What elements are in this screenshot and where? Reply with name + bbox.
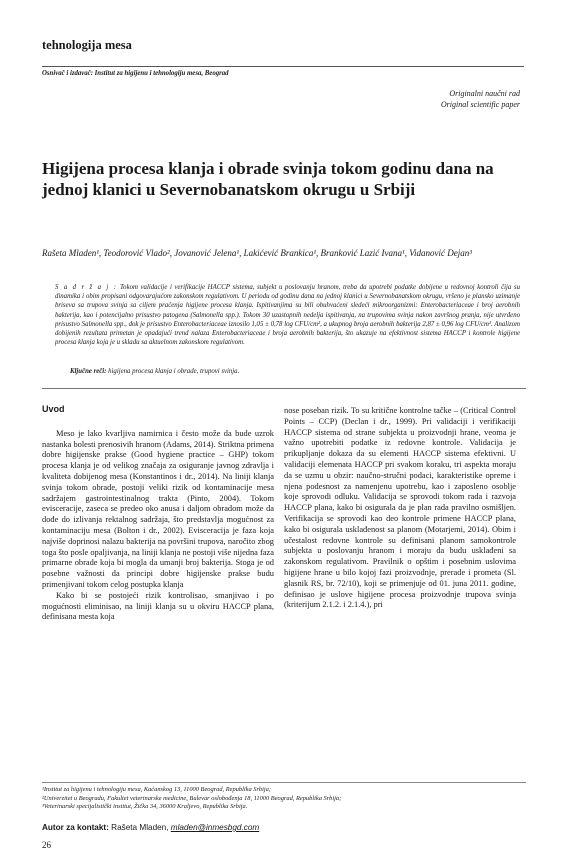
body-column-left	[42, 404, 274, 623]
abstract-rule	[42, 388, 526, 389]
contact-author	[42, 823, 259, 832]
abstract-label: S a d r ž a j :	[55, 284, 118, 291]
paper-type-english: Original scientific paper	[440, 100, 520, 109]
paper-title: Higijena procesa klanja i obrade svinja tokom godinu dana na jednoj klanici u Severnobanatskom okrugu u Srbiji	[42, 159, 494, 199]
paper-type-local: Originalni naučni rad	[449, 89, 520, 98]
keywords-text: higijena procesa klanja i obrade, trupovi svinja.	[108, 368, 240, 375]
contact-email-link[interactable]: mladen@inmesbgd.com	[170, 823, 260, 832]
contact-label: Autor za kontakt:	[42, 823, 109, 832]
journal-name: tehnologija mesa	[42, 38, 132, 52]
publisher-line: Osnivač i izdavač: Institut za higijenu i tehnologiju mesa, Beograd	[42, 70, 229, 77]
page-number: 26	[42, 840, 51, 850]
footnote: ³Veterinarski specijalistički institut, Žička 34, 36000 Kraljevo, Republika Srbija.	[42, 803, 248, 811]
paragraph: nose poseban rizik. To su kritične kontrolne tačke – (Critical Control Points – CCP) (Declan i dr., 1999). Pri validaciji i verifikaciji HACCP sistema od strane subjekta u proizvodnji hrane, veoma je važno upotrebiti podatke iz redovne kontrole. Validacija je prikupljanje dokaza da su elementi HACCP sistema efektivni. U validaciji elemenata HACCP pri svakom koraku, tri aspekta moraju da se uzmu u obzir: naučno-stručni podaci, karakteristike opreme i njena podesnost za namenjenu upotrebu, kao i zaposleno osoblje koje sprovodi odluku. Validacija se sprovodi tokom rada i razvoja HACCP plana, kako bi osigurala da je plan rada pravilno osmišljen. Verifikacija se sprovodi kao deo kontrole primene HACCP plana, kako bi osigurala usklađenost sa planom (Motarjemi, 2014). Obim i učestalost redovne kontrole su definisani planom samokontrole subjekta u poslovanju hranom i moraju da budu usklađeni sa zakonskom regulativom. Pravilnik o opštim i posebnim uslovima higijene hrane u bilo kojoj fazi proizvodnje, prerade i prometa (Sl. glasnik RS, br. 72/10), koji se primenjuje od 01. juna 2011. godine, definisao je uslove higijene procesa proizvodnje trupova svinja (kriterijum 2.1.2. i 2.1.4.), pri	[284, 406, 516, 610]
section-heading: Uvod	[42, 404, 65, 414]
keywords-label: Ključne reči:	[70, 368, 107, 375]
footnote: ²Univerzitet u Beogradu, Fakultet veterinarske medicine, Bulevar oslobođenja 18, 11000 Beograd, Republika Srbija;	[42, 794, 342, 802]
paragraph: Meso je lako kvarljiva namirnica i često može da bude uzrok nastanka bolesti prenosivih hranom (Adams, 2014). Striktna primena dobre higijenske prakse (Good hygiene practice – GHP) tokom procesa klanja je od velikog značaja za osiguranje javnog zdravlja i kvaliteta dobijenog mesa (Konstantinos i dr., 2014). Na liniji klanja svinja tokom obrade, postoji veliki rizik od kontaminacije mesa sadržajem gastrointestinalnog trakta (Pinto, 2004). Tokom evisceracije, zaseca se predeo oko anusa i daljom obradom može da dođe do izlivanja rektalnog sadržaja, što predstavlja mogućnost za kontaminaciju mesa (Bolton i dr., 2002). Evisceracija je faza koja najviše doprinosi nalazu bakterija na površini trupova, naročito zbog toga što posle opaljivanja, na liniji klanja ne postoji više nijedna faza primarne obrade koja bi mogla da umanji broj bakterija. Stoga je od posebne važnosti da principi dobre higijenske prakse budu primenjivani tokom celog postupka klanja	[42, 428, 274, 589]
paper-type	[441, 88, 520, 110]
affiliation-footnotes	[42, 786, 341, 812]
abstract	[55, 283, 520, 347]
body-column-right	[284, 406, 516, 611]
abstract-text: Tokom validacije i verifikacije HACCP sistema, subjekt u poslovanju hranom, treba da upotrebi podatke dobijene u redovnoj kontroli čija su dinamika i obim propisani odgovarajućom zakonskom regulativom. U periodu od godinu dana na jednoj klanici u Severnobanatskom okrugu, vršeno je plansko uzimanje briseva sa trupova svinja sa ciljem praćenja higijene procesa klanja. Ispitivanjima su bili obuhvaćeni sledeći mikroorganizmi: Enterobacteriaceae i broj aerobnih bakterija, kao i potencijalno prisustvo patogena (Salmonella spp.). Tokom 30 uzastopnih nedelja ispitivanja, na trupovima svinja nakon završnog pranja, nije utvrđeno prisustvo Salmonella spp., dok je prisustvo Enterobacteriaceae iznosilo 1,05 ± 0,78 log CFU/cm², a ukupnog broja aerobnih bakterija 2,87 ± 0,96 log CFU/cm². Analizom dobijenih rezultata primetan je opadajući trend nalaza Enterobacteriaceae i broja aerobnih bakterija, što ukazuje na efektivnost sistema HACCP i kontrole higijene procesa klanja koja je u skladu sa aktuelnom zakonskom regulativom.	[55, 284, 520, 347]
keywords	[70, 367, 239, 376]
paragraph: Kako bi se postojeći rizik kontrolisao, smanjivao i po mogućnosti eliminisao, na liniji klanja su u okviru HACCP plana, definisana mesta koja	[42, 590, 274, 622]
footnote: ¹Institut za higijenu i tehnologiju mesa, Kaćanskog 13, 11000 Beograd, Republika Srbija;	[42, 786, 271, 793]
author-list: Rašeta Mladen¹, Teodorović Vlado², Jovanović Jelena¹, Lakićević Brankica¹, Branković Lazić Ivana¹, Vidanović Dejan³	[42, 248, 472, 258]
contact-name: Rašeta Mladen,	[111, 823, 169, 832]
header-rule	[42, 66, 524, 67]
footnote-rule	[42, 782, 526, 783]
